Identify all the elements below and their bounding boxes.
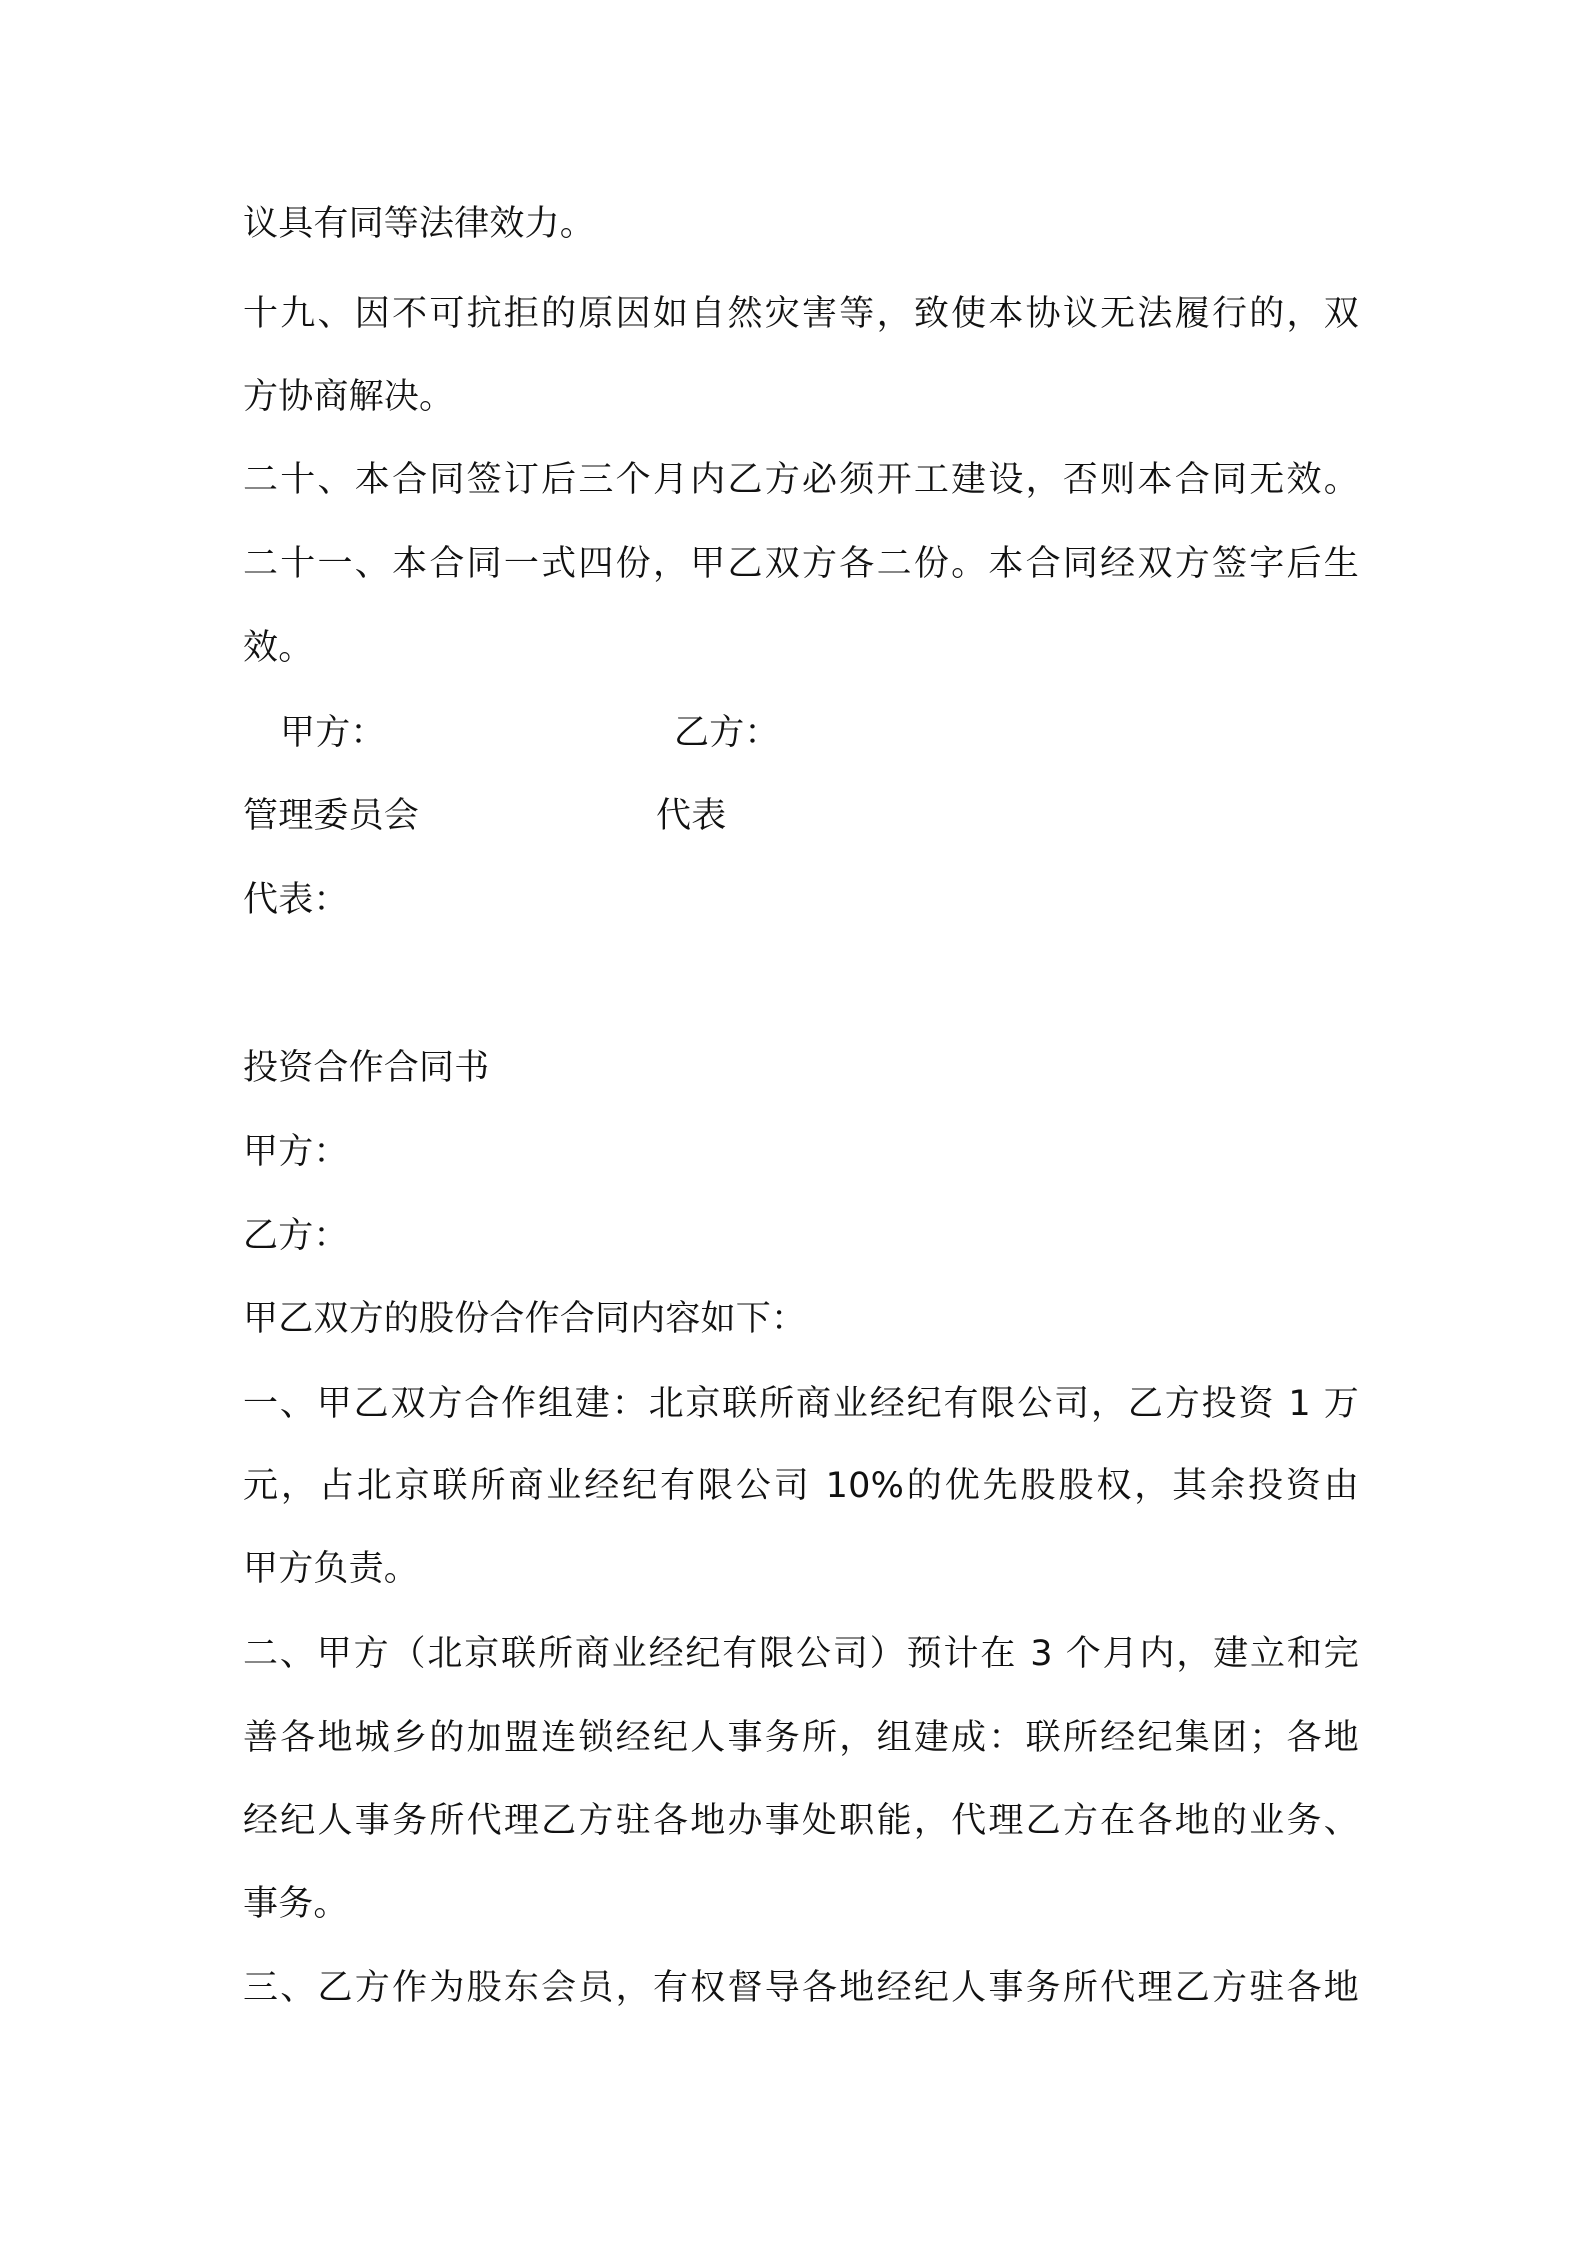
contract-intro: 甲乙双方的股份合作合同内容如下： — [243, 1299, 807, 1339]
party-a-signature-label: 甲方： — [280, 713, 386, 753]
party-b-representative-label: 代表 — [656, 796, 727, 836]
clause-21-line-1: 二十一、本合同一式四份，甲乙双方各二份。本合同经双方签字后生 — [243, 544, 1359, 584]
party-b-label: 乙方： — [243, 1216, 349, 1256]
text-line: 议具有同等法律效力。 — [243, 204, 596, 244]
clause-1-line-3: 甲方负责。 — [243, 1549, 420, 1589]
contract-title: 投资合作合同书 — [243, 1048, 490, 1088]
management-committee-label: 管理委员会 — [243, 796, 420, 836]
clause-2-line-3: 经纪人事务所代理乙方驻各地办事处职能，代理乙方在各地的业务、 — [243, 1801, 1359, 1841]
clause-2-line-1: 二、甲方（北京联所商业经纪有限公司）预计在 3 个月内，建立和完 — [243, 1634, 1359, 1674]
party-b-signature-label: 乙方： — [674, 713, 780, 753]
clause-2-line-4: 事务。 — [243, 1884, 349, 1924]
clause-2-line-2: 善各地城乡的加盟连锁经纪人事务所，组建成：联所经纪集团；各地 — [243, 1718, 1359, 1758]
clause-1-line-1: 一、甲乙双方合作组建：北京联所商业经纪有限公司，乙方投资 1 万 — [243, 1384, 1359, 1424]
clause-19-line-1: 十九、因不可抗拒的原因如自然灾害等，致使本协议无法履行的，双 — [243, 294, 1359, 334]
clause-1-line-2: 元，占北京联所商业经纪有限公司 10%的优先股股权，其余投资由 — [243, 1466, 1359, 1506]
clause-3-line-1: 三、乙方作为股东会员，有权督导各地经纪人事务所代理乙方驻各地 — [243, 1968, 1359, 2008]
clause-21-line-2: 效。 — [243, 628, 314, 668]
party-a-label: 甲方： — [243, 1132, 349, 1172]
party-a-representative-label: 代表： — [243, 880, 349, 920]
clause-19-line-2: 方协商解决。 — [243, 377, 455, 417]
clause-20: 二十、本合同签订后三个月内乙方必须开工建设，否则本合同无效。 — [243, 460, 1359, 500]
